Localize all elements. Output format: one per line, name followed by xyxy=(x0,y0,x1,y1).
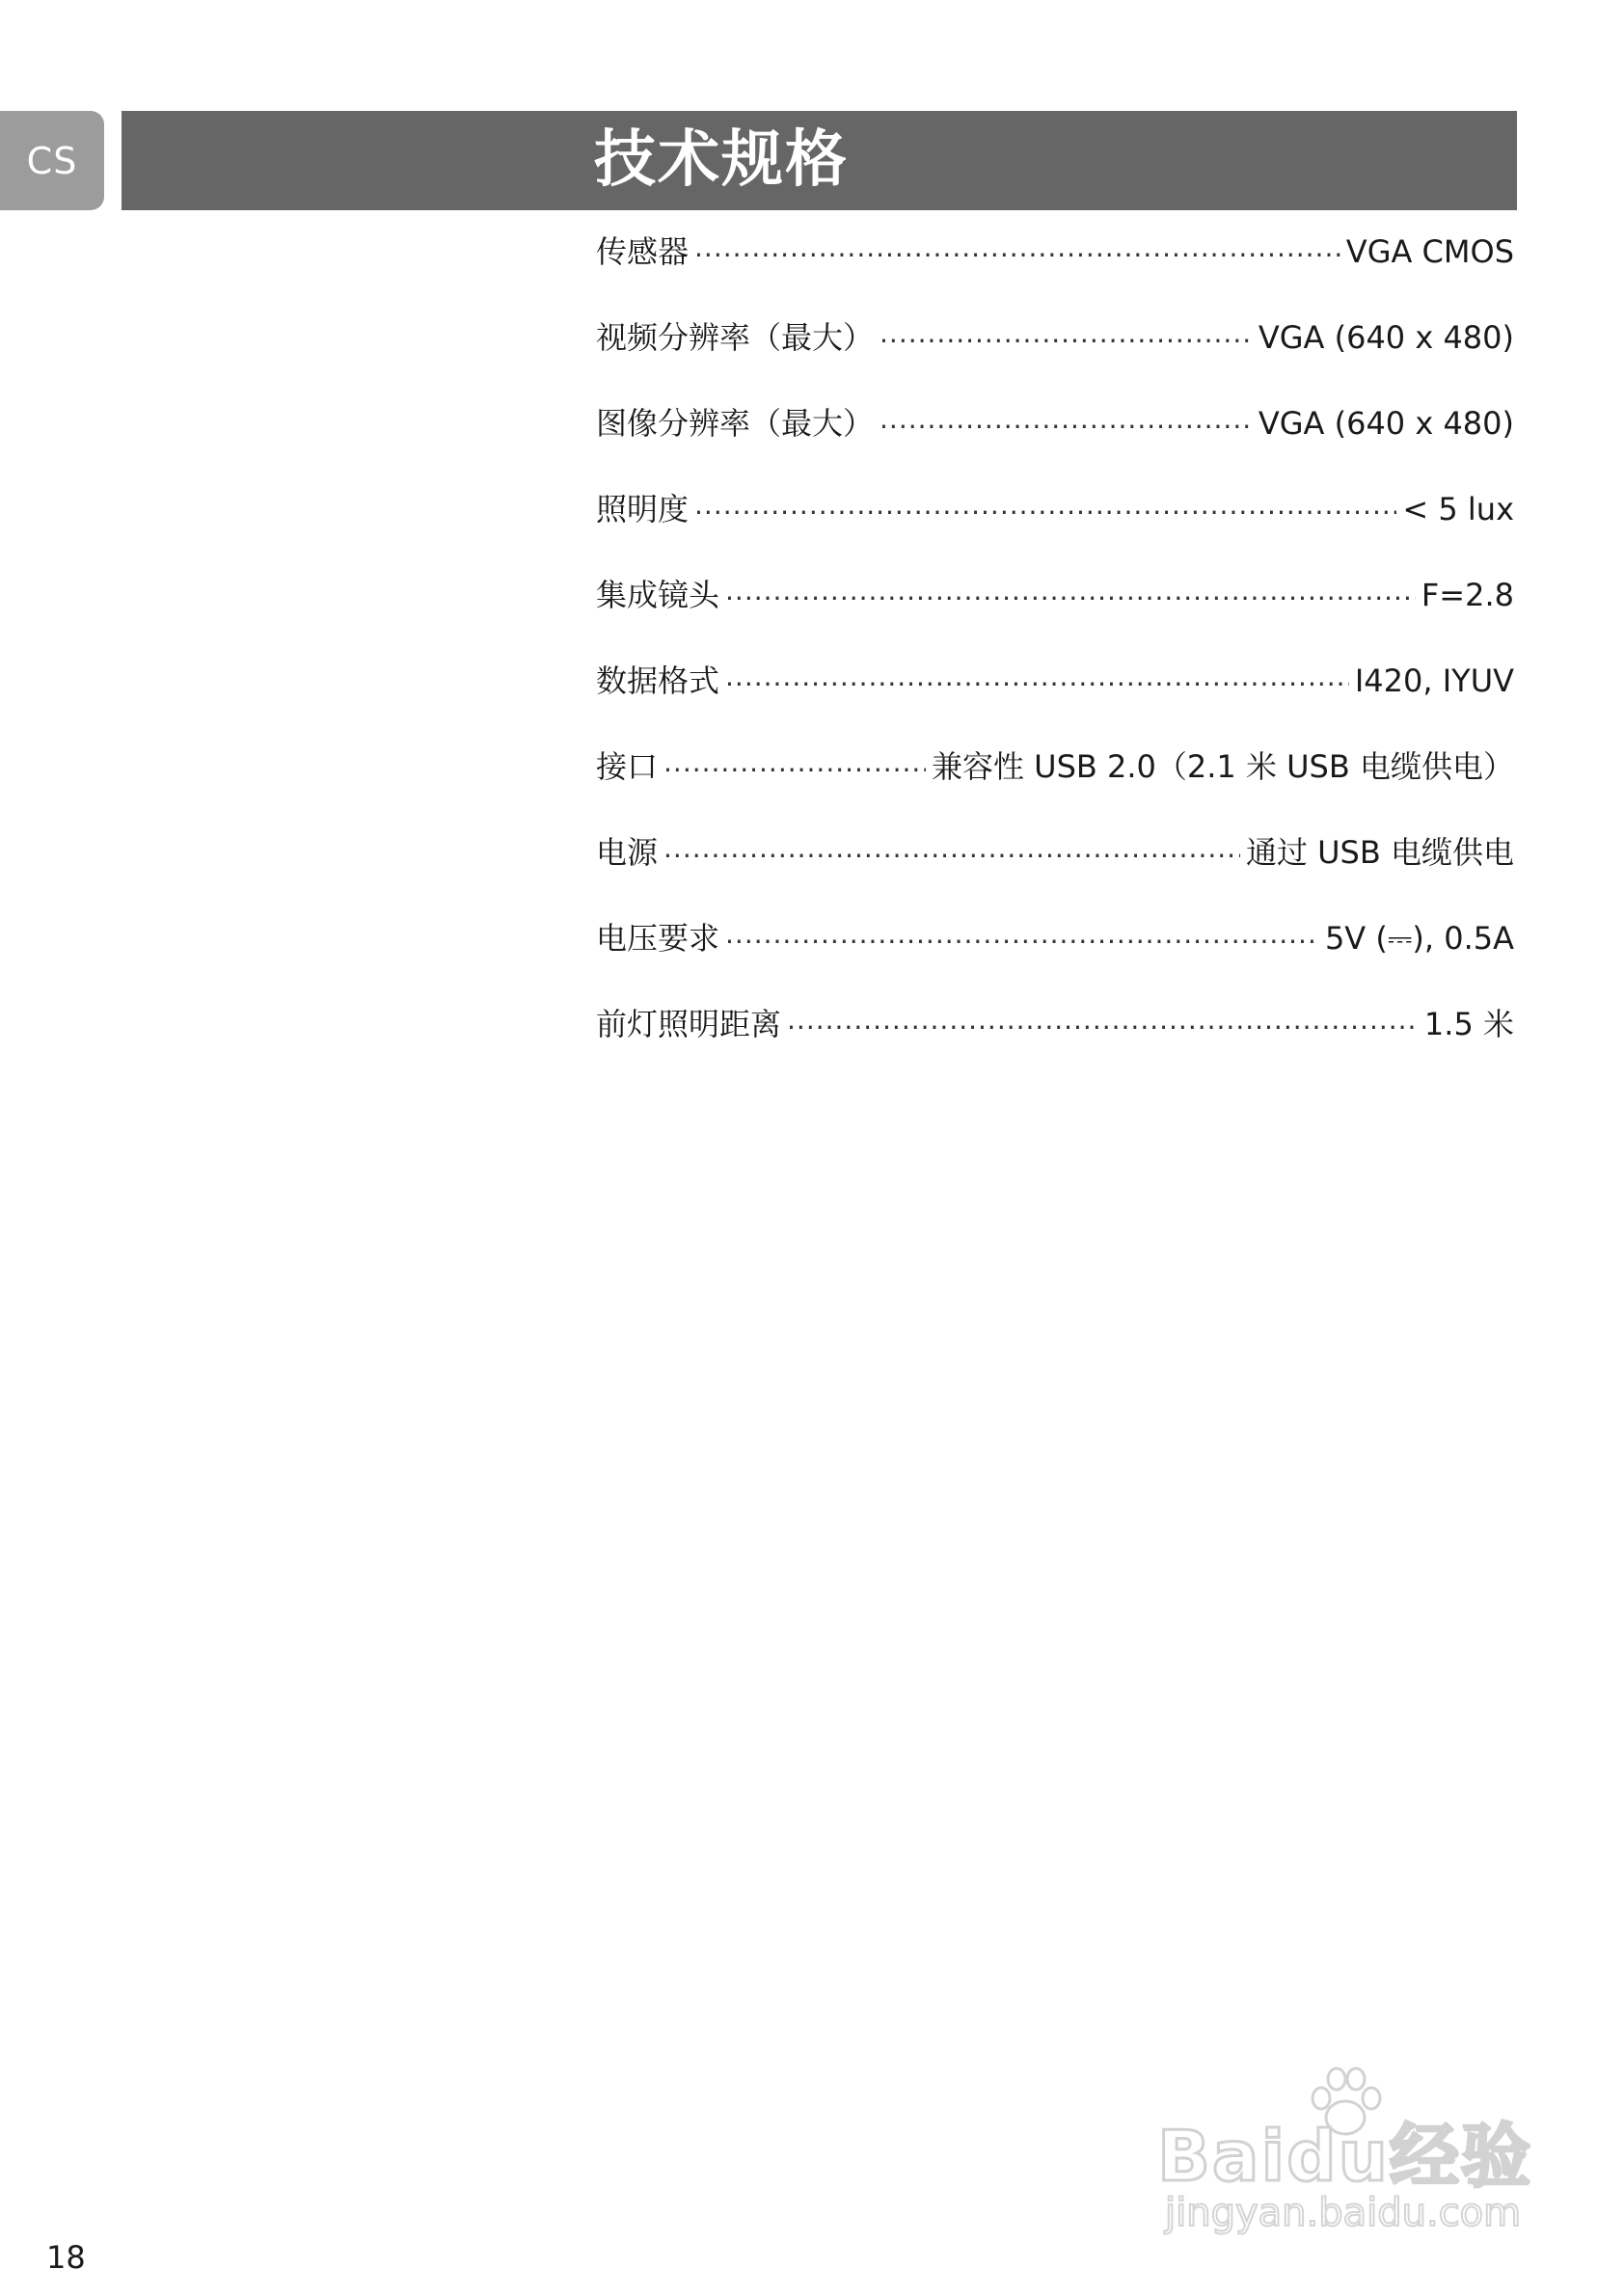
dot-leader xyxy=(725,661,1349,691)
spec-label: 照明度 xyxy=(596,491,690,527)
spec-label: 电源 xyxy=(596,834,659,871)
spec-label: 集成镜头 xyxy=(596,577,720,613)
language-tab-label: CS xyxy=(26,139,78,182)
spec-value: VGA (640 x 480) xyxy=(1258,319,1514,356)
spec-label: 传感器 xyxy=(596,233,690,270)
spec-label: 图像分辨率（最大） xyxy=(596,405,875,442)
spec-label: 电压要求 xyxy=(596,920,720,957)
page-number: 18 xyxy=(46,2239,86,2276)
dot-leader xyxy=(880,317,1253,348)
dot-leader xyxy=(694,231,1340,262)
spec-row-lens xyxy=(596,567,1514,653)
dot-leader xyxy=(725,918,1319,949)
dot-leader xyxy=(787,1004,1419,1035)
spec-row-power xyxy=(596,824,1514,910)
watermark-logo: Baidu经验 xyxy=(1157,2116,1532,2197)
spec-row-illumination xyxy=(596,481,1514,567)
page-title: 技术规格 xyxy=(594,124,849,196)
watermark xyxy=(1157,2064,1562,2247)
spec-value: 通过 USB 电缆供电 xyxy=(1245,834,1514,871)
spec-value: VGA CMOS xyxy=(1345,233,1514,270)
dot-leader xyxy=(663,746,926,777)
spec-value: 5V (⎓), 0.5A xyxy=(1324,920,1514,957)
spec-label: 前灯照明距离 xyxy=(596,1006,782,1042)
spec-value: 兼容性 USB 2.0（2.1 米 USB 电缆供电） xyxy=(931,748,1514,785)
spec-value: < 5 lux xyxy=(1402,491,1514,527)
spec-value: 1.5 米 xyxy=(1423,1006,1514,1042)
spec-value: VGA (640 x 480) xyxy=(1258,405,1514,442)
spec-row-voltage xyxy=(596,910,1514,996)
spec-value: I420, IYUV xyxy=(1354,662,1514,699)
spec-row-interface xyxy=(596,739,1514,824)
dot-leader xyxy=(880,403,1253,434)
spec-list xyxy=(596,224,1514,1082)
title-banner xyxy=(122,111,1517,210)
language-tab xyxy=(0,111,104,210)
dot-leader xyxy=(663,832,1240,863)
watermark-url: jingyan.baidu.com xyxy=(1165,2191,1522,2235)
spec-label: 接口 xyxy=(596,748,659,785)
spec-value: F=2.8 xyxy=(1421,577,1514,613)
spec-label: 数据格式 xyxy=(596,662,720,699)
dot-leader xyxy=(694,489,1396,520)
spec-row-image-resolution xyxy=(596,395,1514,481)
spec-row-data-format xyxy=(596,653,1514,739)
dot-leader xyxy=(725,575,1416,606)
spec-row-sensor xyxy=(596,224,1514,310)
spec-label: 视频分辨率（最大） xyxy=(596,319,875,356)
spec-row-headlight-range xyxy=(596,996,1514,1082)
spec-row-video-resolution xyxy=(596,310,1514,395)
